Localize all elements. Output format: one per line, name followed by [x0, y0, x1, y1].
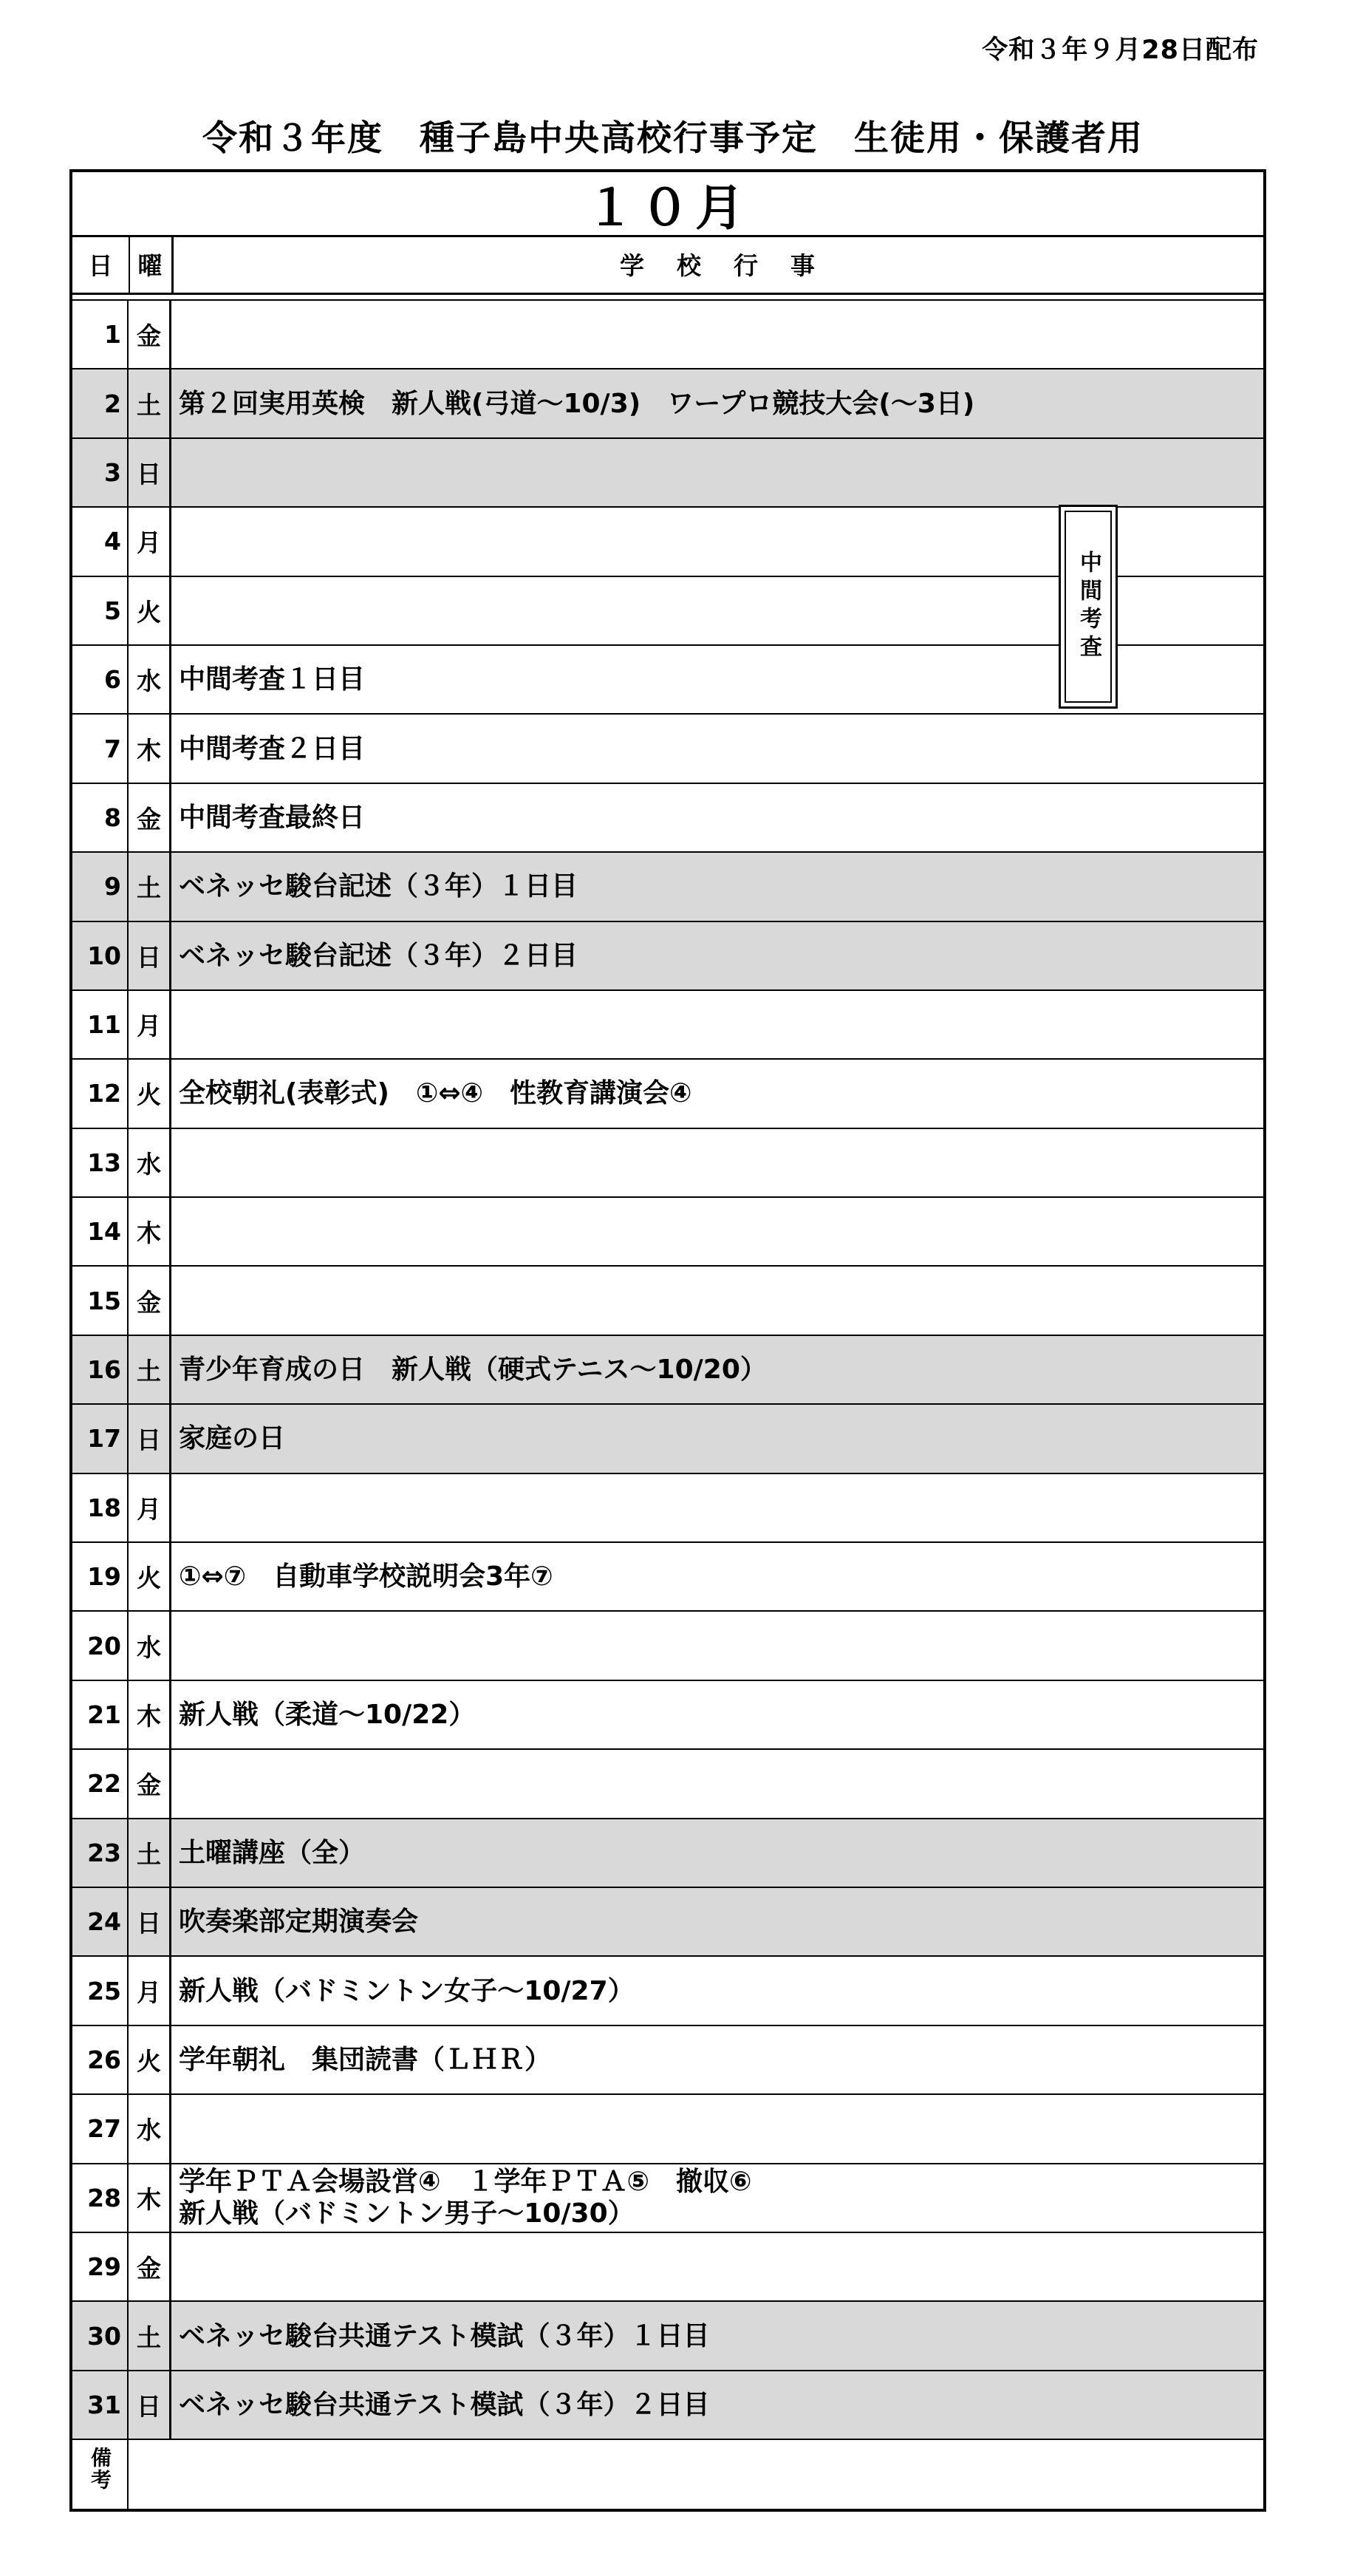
- day-row: [72, 1543, 1263, 1612]
- day-of-week: 日: [129, 2371, 171, 2439]
- event-cell: [171, 301, 1263, 368]
- event-cell: [171, 1888, 1263, 1955]
- day-of-week: 金: [129, 301, 171, 368]
- event-cell: [171, 1198, 1263, 1265]
- day-row: [72, 2302, 1263, 2371]
- day-of-week: 火: [129, 2026, 171, 2093]
- event-cell: [171, 784, 1263, 851]
- event-cell: [171, 1405, 1263, 1472]
- day-number: 1: [72, 301, 129, 368]
- midterm-exam-label: 中間考査: [1076, 551, 1101, 663]
- day-row: [72, 715, 1263, 783]
- day-number: 28: [72, 2164, 129, 2232]
- day-number: 2: [72, 369, 129, 437]
- day-number: 20: [72, 1612, 129, 1679]
- day-of-week: 日: [129, 1888, 171, 1955]
- day-of-week: 木: [129, 2164, 171, 2232]
- day-row: [72, 2026, 1263, 2095]
- page-title: 令和３年度 種子島中央高校行事予定 生徒用・保護者用: [202, 118, 1144, 159]
- event-text: ベネッセ駿台共通テスト模試（３年）１日目: [179, 2320, 710, 2351]
- day-number: 23: [72, 1819, 129, 1887]
- event-cell: [171, 922, 1263, 989]
- event-cell: [171, 715, 1263, 782]
- day-number: 21: [72, 1681, 129, 1748]
- day-row: [72, 439, 1263, 508]
- day-of-week: 木: [129, 715, 171, 782]
- remarks-row: [72, 2428, 1263, 2509]
- day-of-week: 木: [129, 1681, 171, 1748]
- event-text: ベネッセ駿台共通テスト模試（３年）２日目: [179, 2389, 710, 2420]
- day-row: [72, 853, 1263, 921]
- event-cell: [171, 2026, 1263, 2093]
- day-number: 29: [72, 2233, 129, 2300]
- month-heading: １０月: [72, 172, 1263, 237]
- day-of-week: 火: [129, 1060, 171, 1127]
- event-text: ベネッセ駿台記述（３年）１日目: [179, 871, 578, 902]
- event-text: 新人戦（柔道～10/22）: [179, 1700, 476, 1730]
- event-text: 中間考査１日目: [179, 664, 366, 695]
- event-text: ①⇔⑦ 自動車学校説明会3年⑦: [179, 1561, 553, 1592]
- day-row: [72, 1888, 1263, 1957]
- day-number: 6: [72, 646, 129, 713]
- header-day: 日: [72, 235, 130, 293]
- event-cell: [171, 853, 1263, 920]
- day-row: [72, 2233, 1263, 2302]
- remarks-label: 備考: [72, 2428, 129, 2509]
- event-cell: [171, 1267, 1263, 1334]
- day-of-week: 火: [129, 577, 171, 644]
- event-cell: [171, 2302, 1263, 2369]
- event-cell: [171, 991, 1263, 1058]
- day-row: [72, 2095, 1263, 2164]
- day-row: [72, 2164, 1263, 2233]
- day-number: 24: [72, 1888, 129, 1955]
- day-number: 22: [72, 1750, 129, 1817]
- day-row: [72, 1129, 1263, 1198]
- day-number: 18: [72, 1474, 129, 1541]
- day-number: 16: [72, 1336, 129, 1403]
- day-of-week: 土: [129, 1819, 171, 1887]
- day-row: [72, 922, 1263, 991]
- day-number: 11: [72, 991, 129, 1058]
- day-of-week: 月: [129, 508, 171, 575]
- day-number: 25: [72, 1957, 129, 2024]
- day-number: 3: [72, 439, 129, 506]
- event-text: 青少年育成の日 新人戦（硬式テニス～10/20）: [179, 1355, 767, 1386]
- event-cell: [171, 1543, 1263, 1610]
- day-of-week: 土: [129, 369, 171, 437]
- day-number: 9: [72, 853, 129, 920]
- distribution-date: 令和３年９月28日配布: [982, 35, 1259, 65]
- event-cell: [171, 2233, 1263, 2300]
- header-events: 学校行事: [620, 251, 847, 280]
- day-of-week: 金: [129, 784, 171, 851]
- event-text: 家庭の日: [179, 1423, 286, 1454]
- day-row: [72, 784, 1263, 853]
- event-text: 土曜講座（全）: [179, 1837, 366, 1868]
- day-number: 27: [72, 2095, 129, 2162]
- day-row: [72, 369, 1263, 438]
- day-row: [72, 1750, 1263, 1819]
- day-row: [72, 1336, 1263, 1405]
- day-of-week: 木: [129, 1198, 171, 1265]
- event-text: 吹奏楽部定期演奏会: [179, 1907, 419, 1938]
- day-of-week: 水: [129, 2095, 171, 2162]
- header-divider: [72, 295, 1263, 301]
- day-of-week: 金: [129, 2233, 171, 2300]
- event-cell: [171, 1681, 1263, 1748]
- day-row: [72, 1957, 1263, 2025]
- day-of-week: 土: [129, 1336, 171, 1403]
- event-cell: [171, 1474, 1263, 1541]
- day-of-week: 月: [129, 1474, 171, 1541]
- day-row: [72, 1612, 1263, 1680]
- day-number: 7: [72, 715, 129, 782]
- day-of-week: 月: [129, 991, 171, 1058]
- header-weekday: 曜: [129, 235, 174, 293]
- day-of-week: 金: [129, 1750, 171, 1817]
- day-row: [72, 1198, 1263, 1267]
- event-cell: [171, 1129, 1263, 1196]
- event-text: 学年朝礼 集団読書（ＬＨＲ）: [179, 2044, 552, 2075]
- day-number: 30: [72, 2302, 129, 2369]
- event-text: 中間考査最終日: [179, 802, 366, 833]
- day-of-week: 水: [129, 1612, 171, 1679]
- day-of-week: 金: [129, 1267, 171, 1334]
- day-row: [72, 1060, 1263, 1128]
- event-text: 中間考査２日目: [179, 733, 366, 764]
- event-cell: [171, 2095, 1263, 2162]
- day-row: [72, 1474, 1263, 1543]
- event-text: 全校朝礼(表彰式) ①⇔④ 性教育講演会④: [179, 1078, 692, 1109]
- day-number: 14: [72, 1198, 129, 1265]
- day-row: [72, 1267, 1263, 1335]
- day-number: 26: [72, 2026, 129, 2093]
- event-text: 第２回実用英検 新人戦(弓道～10/3) ワープロ競技大会(～3日): [179, 388, 975, 419]
- day-row: [72, 1405, 1263, 1473]
- day-of-week: 土: [129, 2302, 171, 2369]
- event-text: 学年ＰＴＡ会場設営④ １学年ＰＴＡ⑤ 撤収⑥: [179, 2167, 752, 2198]
- midterm-exam-marker: [1059, 505, 1118, 709]
- day-number: 4: [72, 508, 129, 575]
- day-of-week: 水: [129, 1129, 171, 1196]
- event-text: 新人戦（バドミントン女子～10/27）: [179, 1975, 635, 2006]
- day-number: 31: [72, 2371, 129, 2439]
- event-cell: [171, 1819, 1263, 1887]
- day-number: 13: [72, 1129, 129, 1196]
- event-cell: [171, 369, 1263, 437]
- day-of-week: 水: [129, 646, 171, 713]
- day-of-week: 月: [129, 1957, 171, 2024]
- event-text: 新人戦（バドミントン男子～10/30）: [179, 2198, 635, 2229]
- day-number: 8: [72, 784, 129, 851]
- day-of-week: 日: [129, 439, 171, 506]
- event-cell: [171, 1336, 1263, 1403]
- event-text: ベネッセ駿台記述（３年）２日目: [179, 940, 578, 971]
- event-cell: [171, 1750, 1263, 1817]
- event-cell: [171, 1957, 1263, 2024]
- event-cell: [171, 439, 1263, 506]
- day-number: 5: [72, 577, 129, 644]
- day-of-week: 土: [129, 853, 171, 920]
- day-row: [72, 1819, 1263, 1888]
- day-row: [72, 991, 1263, 1060]
- day-of-week: 日: [129, 1405, 171, 1472]
- event-cell: [171, 1060, 1263, 1127]
- event-cell: [171, 1612, 1263, 1679]
- day-row: [72, 301, 1263, 369]
- day-row: [72, 1681, 1263, 1750]
- day-of-week: 日: [129, 922, 171, 989]
- day-number: 15: [72, 1267, 129, 1334]
- day-number: 12: [72, 1060, 129, 1127]
- day-of-week: 火: [129, 1543, 171, 1610]
- day-number: 10: [72, 922, 129, 989]
- day-number: 17: [72, 1405, 129, 1472]
- column-header-row: [72, 235, 1263, 295]
- event-cell: [171, 2164, 1263, 2232]
- day-number: 19: [72, 1543, 129, 1610]
